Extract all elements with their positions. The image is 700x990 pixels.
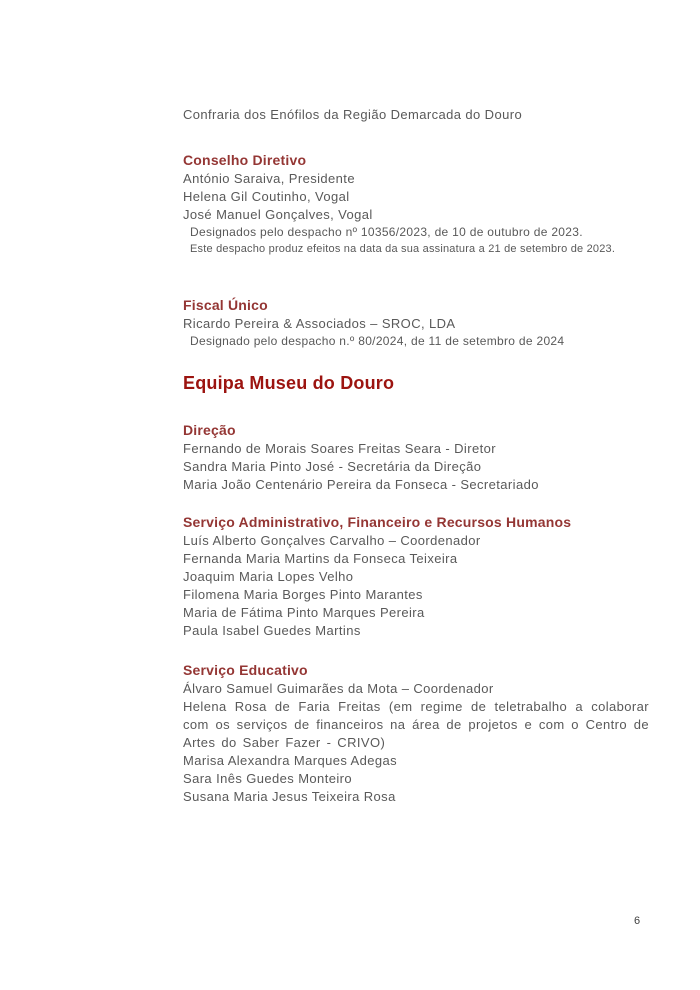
member-line: Sara Inês Guedes Monteiro <box>183 771 352 786</box>
member-line: Joaquim Maria Lopes Velho <box>183 569 354 584</box>
member-line: Maria de Fátima Pinto Marques Pereira <box>183 605 425 620</box>
note-line: Este despacho produz efeitos na data da sua assinatura a 21 de setembro de 2023. <box>190 243 616 255</box>
fiscal-unico-heading: Fiscal Único <box>183 297 268 313</box>
member-line: Maria João Centenário Pereira da Fonseca - Secretariado <box>183 477 539 492</box>
member-line: Helena Gil Coutinho, Vogal <box>183 189 350 204</box>
member-line: Luís Alberto Gonçalves Carvalho – Coordenador <box>183 533 481 548</box>
member-line: Fernando de Morais Soares Freitas Seara - Diretor <box>183 441 496 456</box>
member-line: António Saraiva, Presidente <box>183 171 355 186</box>
servico-educativo-heading: Serviço Educativo <box>183 662 308 678</box>
section-servico-administrativo <box>183 513 649 640</box>
document-title: Confraria dos Enófilos da Região Demarcada do Douro <box>183 107 523 122</box>
member-line: José Manuel Gonçalves, Vogal <box>183 207 373 222</box>
servico-administrativo-heading: Serviço Administrativo, Financeiro e Recursos Humanos <box>183 514 572 530</box>
direcao-heading: Direção <box>183 422 236 438</box>
member-line: Álvaro Samuel Guimarães da Mota – Coordenador <box>183 681 494 696</box>
page-number: 6 <box>634 915 641 927</box>
member-line: Ricardo Pereira & Associados – SROC, LDA <box>183 316 456 331</box>
member-line: Sandra Maria Pinto José - Secretária da Direção <box>183 459 482 474</box>
teleworker-note-paragraph: Helena Rosa de Faria Freitas (em regime de teletrabalho a colaborar com os serviços de financeiros na área de projetos e com o Centro de Artes do Saber Fazer - CRIVO) <box>183 699 649 750</box>
servico-educativo-members <box>183 752 649 806</box>
equipa-main-heading: Equipa Museu do Douro <box>183 373 395 393</box>
note-line: Designados pelo despacho nº 10356/2023, de 10 de outubro de 2023. <box>190 225 583 239</box>
member-line: Paula Isabel Guedes Martins <box>183 623 361 638</box>
conselho-diretivo-heading: Conselho Diretivo <box>183 152 307 168</box>
member-line: Marisa Alexandra Marques Adegas <box>183 753 398 768</box>
section-servico-educativo <box>183 661 649 698</box>
section-conselho-diretivo <box>183 151 649 257</box>
section-fiscal-unico <box>183 296 649 350</box>
member-line: Fernanda Maria Martins da Fonseca Teixeira <box>183 551 458 566</box>
member-line: Susana Maria Jesus Teixeira Rosa <box>183 789 396 804</box>
note-line: Designado pelo despacho n.º 80/2024, de 11 de setembro de 2024 <box>190 334 565 348</box>
member-line: Filomena Maria Borges Pinto Marantes <box>183 587 423 602</box>
section-direcao <box>183 421 649 494</box>
